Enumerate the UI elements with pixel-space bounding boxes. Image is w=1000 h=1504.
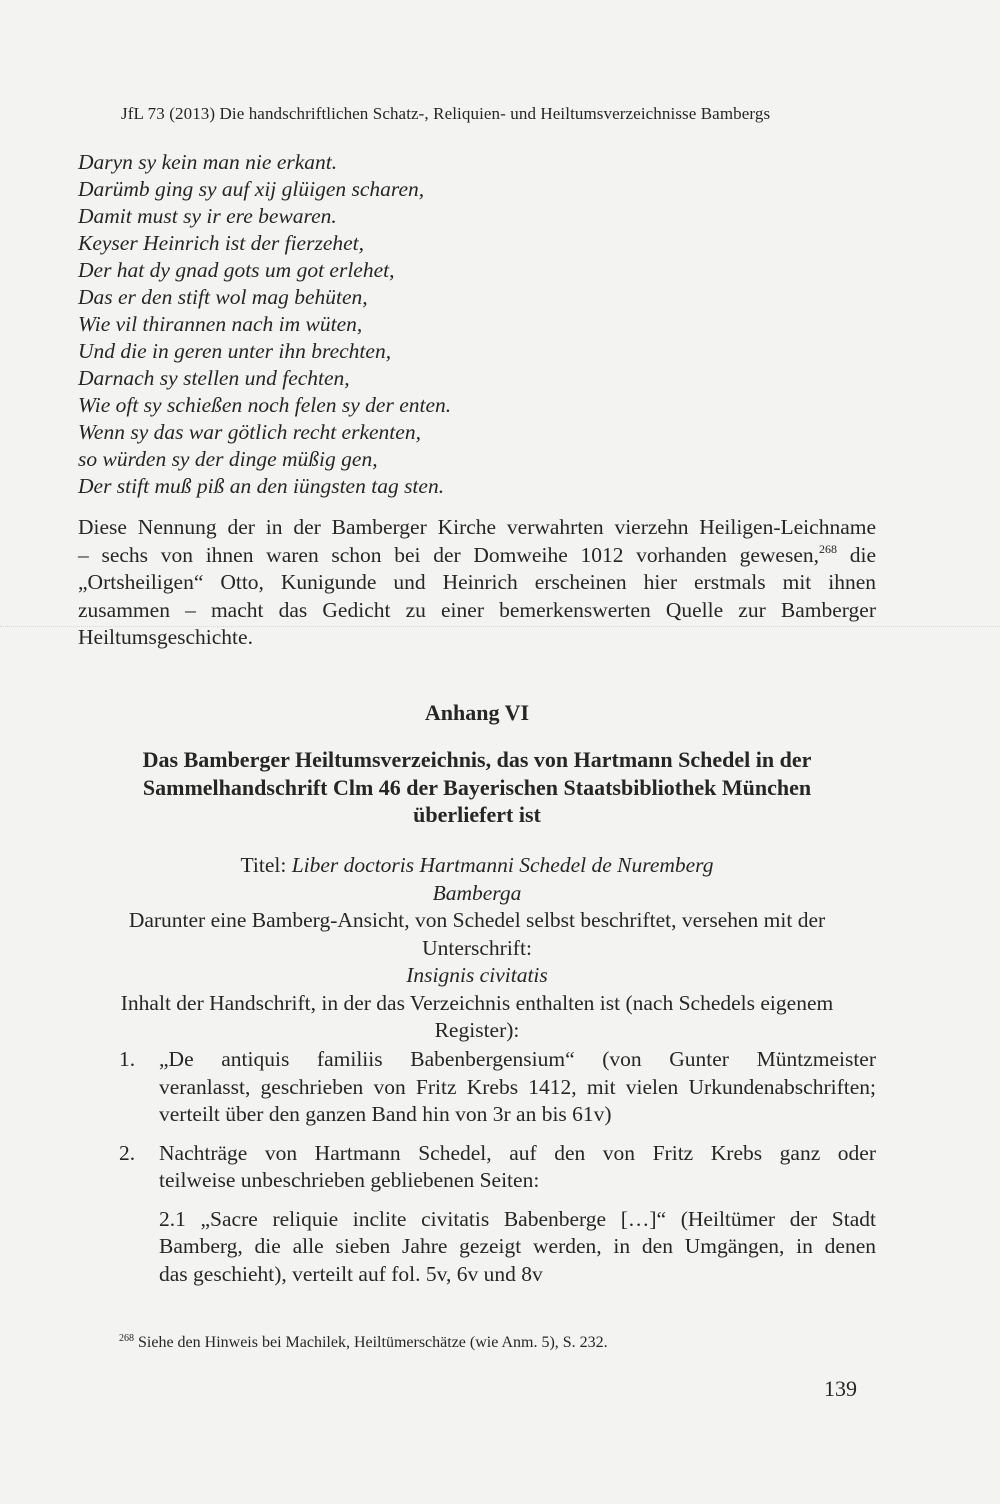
poem-line: Damit must sy ir ere bewaren. (78, 204, 337, 228)
title-text-2: Bamberga (432, 880, 522, 905)
poem-line: Keyser Heinrich ist der fierzehet, (78, 231, 365, 255)
page-number: 139 (824, 1376, 857, 1401)
paragraph-line: Heiltumsgeschichte. (78, 625, 253, 649)
title-line (78, 852, 876, 880)
footnote-text: Siehe den Hinweis bei Machilek, Heiltümerschätze (wie Anm. 5), S. 232. (134, 1334, 608, 1351)
footnote (119, 1334, 608, 1352)
description-line: Unterschrift: (422, 935, 532, 960)
poem-line: Wie vil thirannen nach im wüten, (78, 312, 363, 336)
poem-line: Und die in geren unter ihn brechten, (78, 339, 392, 363)
list-item-line: teilweise unbeschrieben gebliebenen Seiten: (159, 1168, 540, 1192)
poem-line: Der hat dy gnad gots um got erlehet, (78, 258, 395, 282)
list-item (78, 1046, 876, 1129)
running-head: JfL 73 (2013) Die handschriftlichen Schatz-, Reliquien- und Heiltumsverzeichnisse Bambergs (121, 104, 771, 123)
poem-block (78, 149, 918, 500)
subheading-line: Das Bamberger Heiltumsverzeichnis, das von Hartmann Schedel in der (142, 747, 812, 772)
section-subheading (78, 746, 876, 829)
subitem-line: das geschieht), verteilt auf fol. 5v, 6v und 8v (159, 1261, 543, 1286)
section-heading: Anhang VI (424, 700, 530, 725)
footnote-number: 268 (119, 1333, 134, 1344)
paragraph-line (78, 542, 876, 570)
poem-line: Darümb ging sy auf xij glüigen scharen, (78, 177, 425, 201)
poem-line: Der stift muß piß an den iüngsten tag sten. (78, 474, 445, 498)
list-item-line: „De antiquis familiis Babenbergensium“ (von Gunter Müntzmeister (159, 1047, 876, 1071)
poem-line: so würden sy der dinge müßig gen, (78, 447, 378, 471)
body-paragraph (78, 514, 876, 652)
list-item-line: veranlasst, geschrieben von Fritz Krebs 1412, mit vielen Urkundenabschriften; (159, 1074, 876, 1099)
paragraph-line: „Ortsheiligen“ Otto, Kunigunde und Heinrich erscheinen hier erstmals mit ihnen (78, 570, 876, 594)
poem-line: Wenn sy das war götlich recht erkenten, (78, 420, 421, 444)
title-label: Titel: (240, 853, 292, 877)
subheading-line: Sammelhandschrift Clm 46 der Bayerischen Staatsbibliothek München (142, 774, 812, 800)
poem-line: Daryn sy kein man nie erkant. (78, 150, 338, 174)
description-line: Darunter eine Bamberg-Ansicht, von Schedel selbst beschriftet, versehen mit der (128, 908, 826, 932)
paragraph-line: Diese Nennung der in der Bamberger Kirche verwahrten vierzehn Heiligen-Leichname (78, 515, 876, 539)
list-item-number: 2. (119, 1140, 136, 1165)
list-subitem (78, 1206, 876, 1289)
content-line: Inhalt der Handschrift, in der das Verzeichnis enthalten ist (nach Schedels eigenem (120, 990, 834, 1015)
list-item (78, 1140, 876, 1195)
content-line: Register): (434, 1018, 520, 1042)
inscription-text: Insignis civitatis (406, 963, 548, 987)
page-divider (0, 626, 1000, 627)
list-item-line: Nachträge von Hartmann Schedel, auf den von Fritz Krebs ganz oder (159, 1140, 876, 1165)
subitem-line: 2.1 „Sacre reliquie inclite civitatis Babenberge […]“ (Heiltümer der Stadt (159, 1206, 876, 1231)
subitem-line: Bamberg, die alle sieben Jahre gezeigt werden, in den Umgängen, in denen (159, 1234, 876, 1258)
poem-line: Darnach sy stellen und fechten, (78, 366, 350, 390)
paragraph-text: die (837, 542, 876, 567)
title-block (78, 852, 876, 1045)
paragraph-line: zusammen – macht das Gedicht zu einer bemerkenswerten Quelle zur Bamberger (78, 597, 876, 622)
poem-line: Das er den stift wol mag behüten, (78, 285, 368, 309)
subheading-line: überliefert ist (413, 802, 541, 827)
contents-list (78, 1046, 876, 1288)
title-text: Liber doctoris Hartmanni Schedel de Nuremberg (291, 853, 714, 877)
poem-line: Wie oft sy schießen noch felen sy der enten. (78, 393, 452, 417)
list-item-number: 1. (119, 1047, 136, 1071)
footnote-reference: 268 (819, 541, 838, 556)
list-item-line: verteilt über den ganzen Band hin von 3r an bis 61v) (159, 1102, 612, 1126)
paragraph-text: – sechs von ihnen waren schon bei der Domweihe 1012 vorhanden gewesen, (78, 542, 820, 567)
